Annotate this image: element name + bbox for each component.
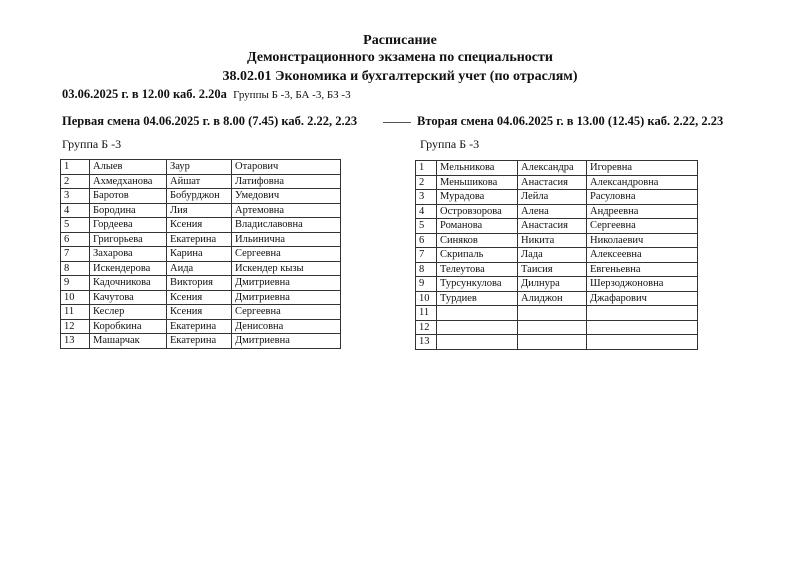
first-name-cell: Алиджон xyxy=(518,291,587,306)
first-name-cell: Ксения xyxy=(167,218,232,233)
row-number: 4 xyxy=(61,203,90,218)
first-name-cell: Екатерина xyxy=(167,334,232,349)
patronymic-cell: Латифовна xyxy=(232,174,341,189)
last-name-cell: Меньшикова xyxy=(437,175,518,190)
first-name-cell: Анастасия xyxy=(518,219,587,234)
patronymic-cell: Отарович xyxy=(232,160,341,175)
last-name-cell: Синяков xyxy=(437,233,518,248)
last-name-cell: Бородина xyxy=(90,203,167,218)
first-name-cell: Таисия xyxy=(518,262,587,277)
table-row xyxy=(61,334,341,349)
table-row xyxy=(61,261,341,276)
patronymic-cell: Шерзоджоновна xyxy=(587,277,698,292)
row-number: 4 xyxy=(416,204,437,219)
table-row xyxy=(61,319,341,334)
patronymic-cell: Евгеньевна xyxy=(587,262,698,277)
row-number: 12 xyxy=(416,320,437,335)
first-name-cell: Заур xyxy=(167,160,232,175)
row-number: 7 xyxy=(61,247,90,262)
table-row xyxy=(61,276,341,291)
row-number: 3 xyxy=(61,189,90,204)
shift1-label xyxy=(62,114,357,129)
first-name-cell: Лейла xyxy=(518,190,587,205)
last-name-cell: Мельникова xyxy=(437,161,518,176)
shift2-group-label: Группа Б -3 xyxy=(420,137,480,151)
patronymic-cell: Артемовна xyxy=(232,203,341,218)
patronymic-cell xyxy=(587,320,698,335)
row-number: 6 xyxy=(61,232,90,247)
first-name-cell: Дилнура xyxy=(518,277,587,292)
first-name-cell: Алена xyxy=(518,204,587,219)
table-row xyxy=(416,277,698,292)
last-name-cell: Островзорова xyxy=(437,204,518,219)
patronymic-cell xyxy=(587,335,698,350)
row-number: 10 xyxy=(61,290,90,305)
patronymic-cell: Джафарович xyxy=(587,291,698,306)
table-row xyxy=(61,203,341,218)
last-name-cell: Телеутова xyxy=(437,262,518,277)
shift2-label-text: Вторая смена 04.06.2025 г. в 13.00 (12.45) каб. 2.22, 2.23 xyxy=(417,114,724,128)
row-number: 12 xyxy=(61,319,90,334)
row-number: 8 xyxy=(61,261,90,276)
table-row xyxy=(61,247,341,262)
table-row xyxy=(61,218,341,233)
row-number: 13 xyxy=(416,335,437,350)
first-name-cell: Анастасия xyxy=(518,175,587,190)
specialty-title: 38.02.01 Экономика и бухгалтерский учет (по отраслям) xyxy=(222,69,578,84)
table-row xyxy=(61,174,341,189)
patronymic-cell: Расуловна xyxy=(587,190,698,205)
first-name-cell: Ксения xyxy=(167,290,232,305)
first-name-cell xyxy=(518,335,587,350)
table-row xyxy=(61,232,341,247)
row-number: 11 xyxy=(416,306,437,321)
row-number: 11 xyxy=(61,305,90,320)
patronymic-cell: Дмитриевна xyxy=(232,290,341,305)
table-row xyxy=(61,305,341,320)
last-name-cell: Искендерова xyxy=(90,261,167,276)
shift1-group-label: Группа Б -3 xyxy=(62,137,122,151)
table-row xyxy=(416,306,698,321)
first-name-cell: Карина xyxy=(167,247,232,262)
patronymic-cell xyxy=(587,306,698,321)
first-name-cell: Екатерина xyxy=(167,232,232,247)
table-row xyxy=(416,175,698,190)
patronymic-cell: Александровна xyxy=(587,175,698,190)
exam-groups: Группы Б -3, БА -3, БЗ -3 xyxy=(233,89,351,101)
first-name-cell: Аида xyxy=(167,261,232,276)
first-name-cell: Виктория xyxy=(167,276,232,291)
last-name-cell: Романова xyxy=(437,219,518,234)
shift2-label xyxy=(417,114,723,129)
last-name-cell: Баротов xyxy=(90,189,167,204)
row-number: 5 xyxy=(416,219,437,234)
patronymic-cell: Денисовна xyxy=(232,319,341,334)
first-name-cell: Айшат xyxy=(167,174,232,189)
document-subtitle: Демонстрационного экзамена по специальности xyxy=(247,50,553,65)
first-name-cell xyxy=(518,306,587,321)
patronymic-cell: Алексеевна xyxy=(587,248,698,263)
last-name-cell: Турсункулова xyxy=(437,277,518,292)
last-name-cell xyxy=(437,320,518,335)
row-number: 10 xyxy=(416,291,437,306)
shift1-table xyxy=(60,159,341,349)
table-row xyxy=(416,161,698,176)
patronymic-cell: Дмитриевна xyxy=(232,334,341,349)
patronymic-cell: Искендер кызы xyxy=(232,261,341,276)
separator-line xyxy=(383,122,411,123)
patronymic-cell: Сергеевна xyxy=(232,247,341,262)
patronymic-cell: Ильинична xyxy=(232,232,341,247)
patronymic-cell: Дмитриевна xyxy=(232,276,341,291)
table-row xyxy=(416,291,698,306)
last-name-cell: Коробкина xyxy=(90,319,167,334)
last-name-cell: Кеслер xyxy=(90,305,167,320)
last-name-cell: Мурадова xyxy=(437,190,518,205)
first-name-cell: Бобурджон xyxy=(167,189,232,204)
row-number: 7 xyxy=(416,248,437,263)
table-row xyxy=(61,290,341,305)
patronymic-cell: Умедович xyxy=(232,189,341,204)
first-name-cell: Ксения xyxy=(167,305,232,320)
patronymic-cell: Андреевна xyxy=(587,204,698,219)
last-name-cell: Алыев xyxy=(90,160,167,175)
table-row xyxy=(416,335,698,350)
row-number: 9 xyxy=(61,276,90,291)
last-name-cell: Григорьева xyxy=(90,232,167,247)
row-number: 2 xyxy=(61,174,90,189)
row-number: 1 xyxy=(61,160,90,175)
last-name-cell: Гордеева xyxy=(90,218,167,233)
last-name-cell: Машарчак xyxy=(90,334,167,349)
table-row xyxy=(416,190,698,205)
table-row xyxy=(416,262,698,277)
row-number: 5 xyxy=(61,218,90,233)
exam-date-place: 03.06.2025 г. в 12.00 каб. 2.20а xyxy=(62,87,227,101)
patronymic-cell: Игоревна xyxy=(587,161,698,176)
row-number: 6 xyxy=(416,233,437,248)
row-number: 8 xyxy=(416,262,437,277)
exam-info xyxy=(62,87,351,102)
patronymic-cell: Сергеевна xyxy=(587,219,698,234)
row-number: 13 xyxy=(61,334,90,349)
last-name-cell xyxy=(437,306,518,321)
last-name-cell: Скрипаль xyxy=(437,248,518,263)
table-row xyxy=(61,160,341,175)
row-number: 2 xyxy=(416,175,437,190)
last-name-cell: Захарова xyxy=(90,247,167,262)
first-name-cell: Екатерина xyxy=(167,319,232,334)
shift1-label-text: Первая смена 04.06.2025 г. в 8.00 (7.45) каб. 2.22, 2.23 xyxy=(62,114,358,128)
last-name-cell: Турдиев xyxy=(437,291,518,306)
table-row xyxy=(416,204,698,219)
table-row xyxy=(416,219,698,234)
last-name-cell: Качутова xyxy=(90,290,167,305)
patronymic-cell: Владиславовна xyxy=(232,218,341,233)
last-name-cell: Кадочникова xyxy=(90,276,167,291)
first-name-cell: Лада xyxy=(518,248,587,263)
first-name-cell: Александра xyxy=(518,161,587,176)
row-number: 1 xyxy=(416,161,437,176)
table-row xyxy=(416,320,698,335)
first-name-cell: Лия xyxy=(167,203,232,218)
shift2-table xyxy=(415,160,698,350)
patronymic-cell: Николаевич xyxy=(587,233,698,248)
document-title: Расписание xyxy=(363,33,437,48)
table-row xyxy=(416,248,698,263)
row-number: 3 xyxy=(416,190,437,205)
patronymic-cell: Сергеевна xyxy=(232,305,341,320)
table-row xyxy=(61,189,341,204)
first-name-cell xyxy=(518,320,587,335)
row-number: 9 xyxy=(416,277,437,292)
first-name-cell: Никита xyxy=(518,233,587,248)
last-name-cell xyxy=(437,335,518,350)
table-row xyxy=(416,233,698,248)
last-name-cell: Ахмедханова xyxy=(90,174,167,189)
